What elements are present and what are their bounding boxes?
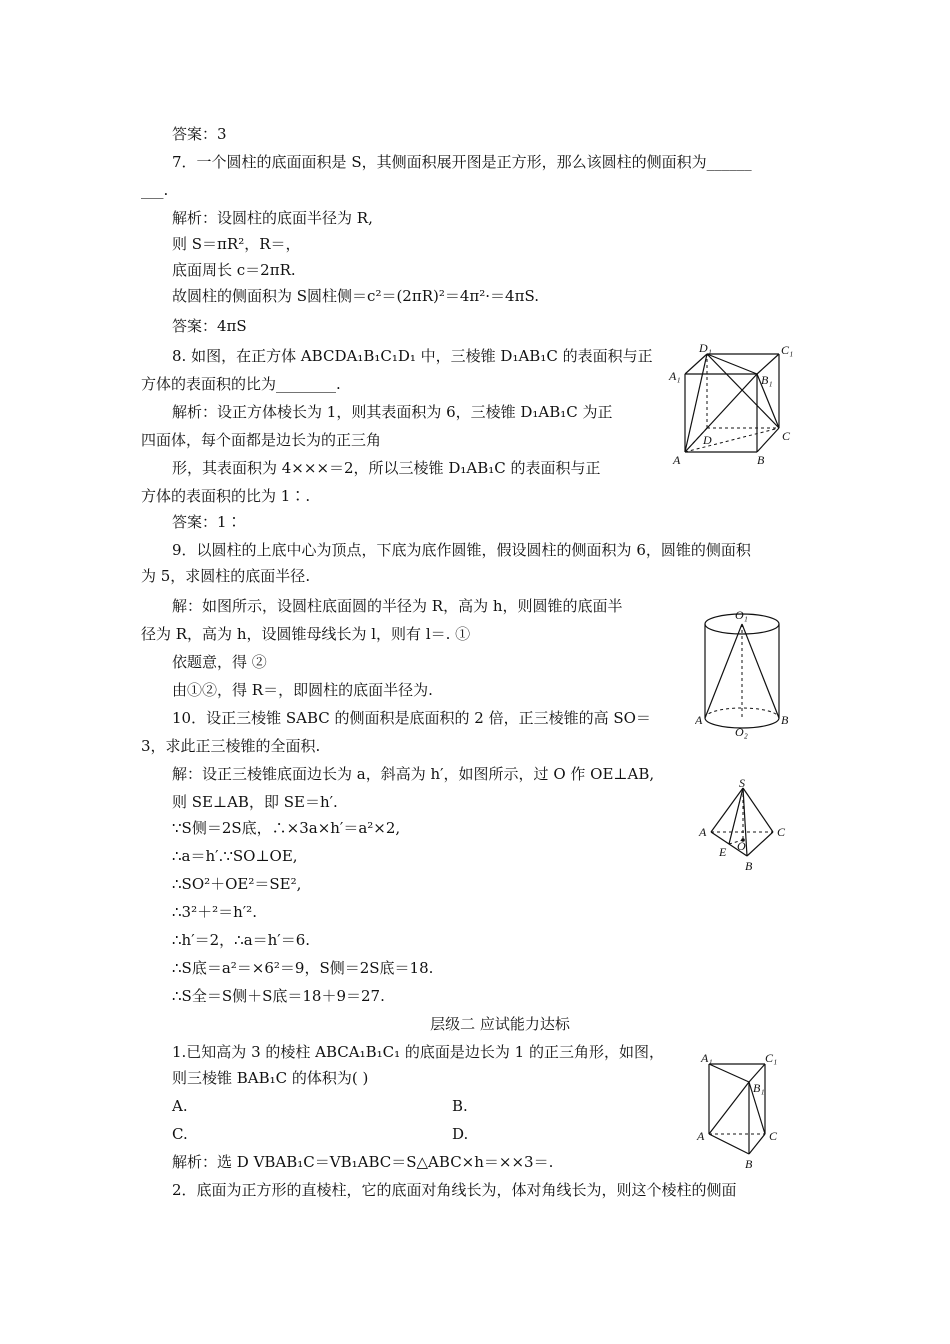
- answer-7: 答案：4πS: [172, 317, 247, 335]
- solution-7-line3: 底面周长 c＝2πR.: [172, 261, 296, 279]
- problem-9-line2: 为 5，求圆柱的底面半径.: [141, 567, 311, 585]
- solution-10-line5: ∴SO²＋OE²＝SE²,: [172, 875, 302, 893]
- option-d: D.: [452, 1125, 469, 1143]
- label-b: B: [757, 453, 765, 465]
- level2-problem-2-line1: 2．底面为正方形的直棱柱，它的底面对角线长为，体对角线长为，则这个棱柱的侧面: [172, 1181, 737, 1199]
- option-b: B.: [452, 1097, 468, 1115]
- cube-figure: [665, 340, 800, 465]
- label-a: A: [695, 713, 703, 727]
- label-a: A: [699, 825, 707, 839]
- solution-10-line4: ∴a＝h′.∵SO⊥OE,: [172, 847, 298, 865]
- solution-8-line1: 解析：设正方体棱长为 1，则其表面积为 6，三棱锥 D₁AB₁C 为正: [172, 403, 613, 421]
- solution-8-line4: 方体的表面积的比为 1∶.: [141, 487, 311, 505]
- level2-solution-1: 解析：选 D VBAB₁C＝VB₁ABC＝S△ABC×h＝××3＝.: [172, 1153, 554, 1171]
- label-d: D: [703, 433, 712, 447]
- solution-10-line2: 则 SE⊥AB，即 SE＝h′.: [172, 793, 338, 811]
- solution-9-line1: 解：如图所示，设圆柱底面圆的半径为 R，高为 h，则圆锥的底面半: [172, 597, 623, 615]
- label-a1: A₁: [701, 1051, 713, 1065]
- solution-9-line2: 径为 R，高为 h，设圆锥母线长为 l，则有 l＝. ①: [141, 625, 471, 643]
- label-o2: O₂: [735, 725, 748, 739]
- label-b: B: [745, 859, 753, 873]
- solution-10-line1: 解：设正三棱锥底面边长为 a，斜高为 h′，如图所示，过 O 作 OE⊥AB,: [172, 765, 655, 783]
- label-a: A: [673, 453, 681, 465]
- label-e: E: [719, 845, 727, 859]
- problem-8-line2: 方体的表面积的比为________.: [141, 375, 341, 393]
- solution-10-line3: ∵S侧＝2S底，∴×3a×h′＝a²×2,: [172, 819, 401, 837]
- label-c1: C₁: [765, 1051, 778, 1065]
- option-c: C.: [172, 1125, 188, 1143]
- problem-7-line2: ___.: [141, 181, 169, 199]
- solution-8-line3: 形，其表面积为 4×××＝2，所以三棱锥 D₁AB₁C 的表面积与正: [172, 459, 601, 477]
- section-heading: 层级二 应试能力达标: [430, 1015, 570, 1033]
- solution-8-line2: 四面体，每个面都是边长为的正三角: [141, 431, 382, 449]
- label-d1: D₁: [699, 341, 712, 355]
- solution-10-line9: ∴S全＝S侧＋S底＝18＋9＝27.: [172, 987, 385, 1005]
- label-b1: B₁: [761, 373, 773, 387]
- label-b1: B₁: [753, 1081, 765, 1095]
- answer-6: 答案：3: [172, 125, 227, 143]
- label-c: C: [782, 429, 791, 443]
- label-a1: A₁: [669, 369, 681, 383]
- solution-7-line2: 则 S＝πR²，R＝，: [172, 235, 301, 253]
- solution-10-line7: ∴h′＝2，∴a＝h′＝6.: [172, 931, 311, 949]
- label-b: B: [781, 713, 789, 727]
- problem-10-line2: 3，求此正三棱锥的全面积.: [141, 737, 321, 755]
- label-b: B: [745, 1157, 753, 1171]
- label-c: C: [777, 825, 786, 839]
- level2-problem-1-line1: 1.已知高为 3 的棱柱 ABCA₁B₁C₁ 的底面是边长为 1 的正三角形，如图，: [172, 1043, 664, 1061]
- solution-10-line8: ∴S底＝a²＝×6²＝9，S侧＝2S底＝18.: [172, 959, 434, 977]
- problem-10-line1: 10．设正三棱锥 SABC 的侧面积是底面积的 2 倍，正三棱锥的高 SO＝: [172, 709, 651, 727]
- problem-8-line1: 8. 如图，在正方体 ABCDA₁B₁C₁D₁ 中，三棱锥 D₁AB₁C 的表面积与正: [172, 347, 653, 365]
- label-o1: O₁: [735, 608, 748, 622]
- label-c1: C₁: [781, 343, 794, 357]
- answer-8: 答案：1∶: [172, 513, 242, 531]
- label-c: C: [769, 1129, 778, 1143]
- label-a: A: [697, 1129, 705, 1143]
- solution-10-line6: ∴3²＋²＝h′².: [172, 903, 257, 921]
- solution-9-line3: 依题意，得 ②: [172, 653, 267, 671]
- solution-7-line1: 解析：设圆柱的底面半径为 R,: [172, 209, 373, 227]
- pyramid-figure: [697, 778, 797, 874]
- solution-9-line4: 由①②，得 R＝，即圆柱的底面半径为.: [172, 681, 433, 699]
- solution-7-line4: 故圆柱的侧面积为 S圆柱侧＝c²＝(2πR)²＝4π²·＝4πS.: [172, 287, 539, 305]
- cylinder-figure: [695, 600, 805, 740]
- label-o: O: [737, 839, 746, 853]
- label-s: S: [739, 778, 745, 790]
- problem-7-line1: 7．一个圆柱的底面面积是 S，其侧面积展开图是正方形，那么该圆柱的侧面积为______: [172, 153, 752, 171]
- level2-problem-1-line2: 则三棱锥 BAB₁C 的体积为( ): [172, 1069, 369, 1087]
- prism-figure: [695, 1048, 795, 1172]
- problem-9-line1: 9．以圆柱的上底中心为顶点，下底为底作圆锥，假设圆柱的侧面积为 6，圆锥的侧面积: [172, 541, 751, 559]
- option-a: A.: [172, 1097, 188, 1115]
